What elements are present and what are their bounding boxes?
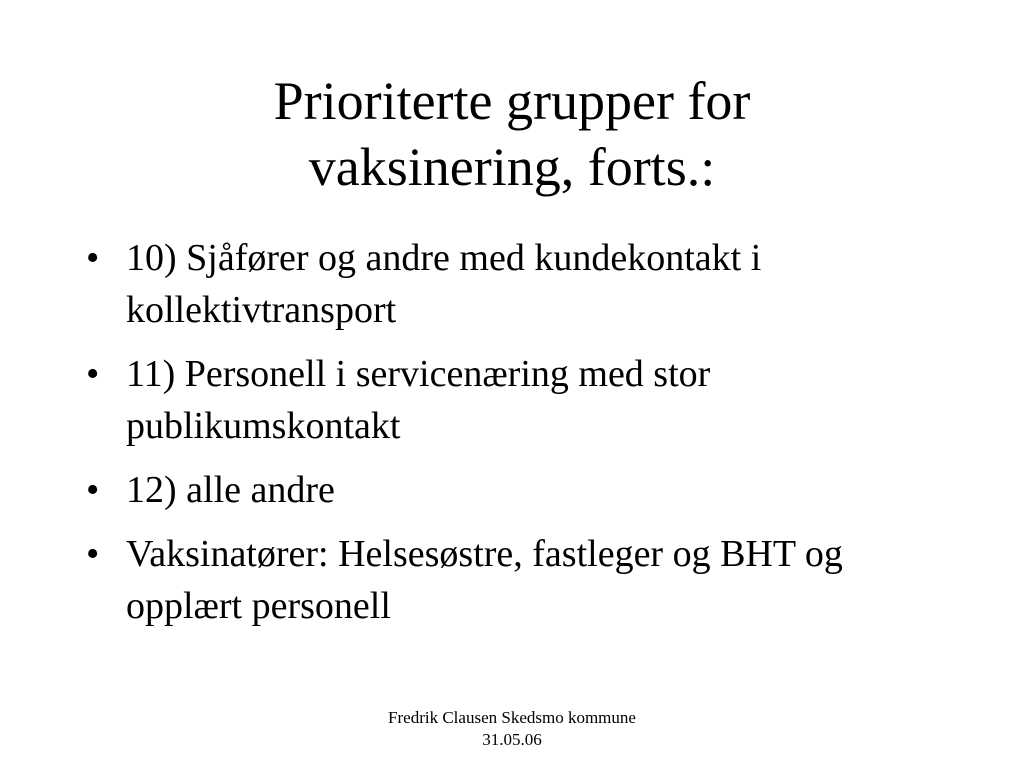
bullet-marker: •: [86, 533, 100, 575]
bullet-marker: •: [86, 469, 100, 511]
bullet-item-1: [80, 232, 950, 336]
bullet-item-3: [80, 464, 950, 516]
footer-author: Fredrik Clausen Skedsmo kommune: [388, 708, 636, 727]
bullet-item-2: [80, 348, 950, 452]
slide-title-line-2: vaksinering, forts.:: [308, 137, 716, 197]
bullet-text-3: 12) alle andre: [126, 469, 335, 511]
bullet-item-4: [80, 528, 950, 632]
slide-title: [112, 68, 912, 200]
bullet-list: [80, 232, 950, 632]
bullet-text-4: Vaksinatører: Helsesøstre, fastleger og BHT og opplært personell: [126, 533, 843, 627]
footer-date: 31.05.06: [482, 730, 542, 749]
bullet-marker: •: [86, 237, 100, 279]
slide-footer: [312, 707, 712, 751]
bullet-text-2: 11) Personell i servicenæring med stor publikumskontakt: [126, 353, 711, 447]
bullet-text-1: 10) Sjåfører og andre med kundekontakt i kollektivtransport: [126, 237, 762, 331]
bullet-marker: •: [86, 353, 100, 395]
slide-title-line-1: Prioriterte grupper for: [273, 71, 751, 131]
